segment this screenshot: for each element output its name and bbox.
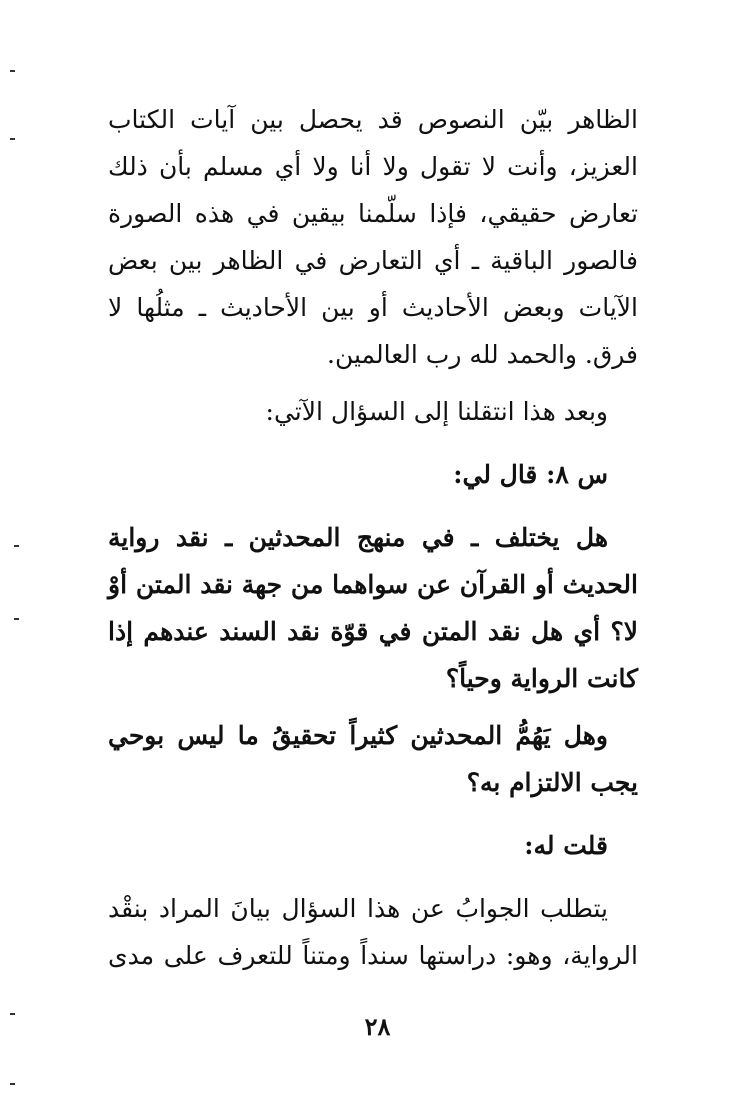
scan-mark (14, 618, 19, 620)
transition-line: وبعد هذا انتقلنا إلى السؤال الآتي: (265, 397, 608, 426)
question-paragraph-2 (108, 712, 638, 806)
paragraph-1 (108, 96, 638, 378)
page-body (108, 96, 638, 979)
text-line: يجب الالتزام به؟ (466, 768, 638, 797)
scan-mark (10, 1083, 15, 1085)
text-line: الآيات وبعض الأحاديث أو بين الأحاديث ـ مثلُها لا (108, 293, 638, 322)
text-line: كانت الرواية وحياً؟ (445, 664, 638, 693)
question-paragraph-1 (108, 514, 638, 702)
scan-mark (10, 1013, 15, 1015)
text-line: الظاهر بيّن النصوص قد يحصل بين آيات الكتاب (108, 105, 638, 134)
text-line: الرواية، وهو: دراستها سنداً ومتناً للتعرف على مدى (108, 941, 638, 970)
text-line: فالصور الباقية ـ أي التعارض في الظاهر بين بعض (108, 246, 638, 275)
text-line: هل يختلف ـ في منهج المحدثين ـ نقد رواية (108, 523, 608, 552)
question-heading: س ٨: قال لي: (453, 460, 608, 489)
text-line: فرق. والحمد لله رب العالمين. (327, 340, 638, 369)
scan-mark (10, 138, 15, 140)
scan-mark (14, 545, 19, 547)
answer-paragraph (108, 885, 638, 979)
text-line: العزيز، وأنت لا تقول ولا أنا ولا أي مسلم بأن ذلك (108, 152, 638, 181)
text-line: الحديث أو القرآن عن سواهما من جهة نقد المتن أوْ (108, 570, 638, 599)
scan-mark (10, 70, 15, 72)
answer-heading: قلت له: (524, 831, 608, 860)
page-number: ٢٨ (364, 1012, 391, 1041)
text-line: يتطلب الجوابُ عن هذا السؤال بيانَ المراد بنقْد (108, 894, 608, 923)
text-line: لا؟ أي هل نقد المتن في قوّة نقد السند عندهم إذا (108, 617, 638, 646)
text-line: تعارض حقيقي، فإذا سلّمنا بيقين في هذه الصورة (108, 199, 638, 228)
text-line: وهل يَهُمُّ المحدثين كثيراً تحقيقُ ما ليس بوحي (108, 721, 608, 750)
